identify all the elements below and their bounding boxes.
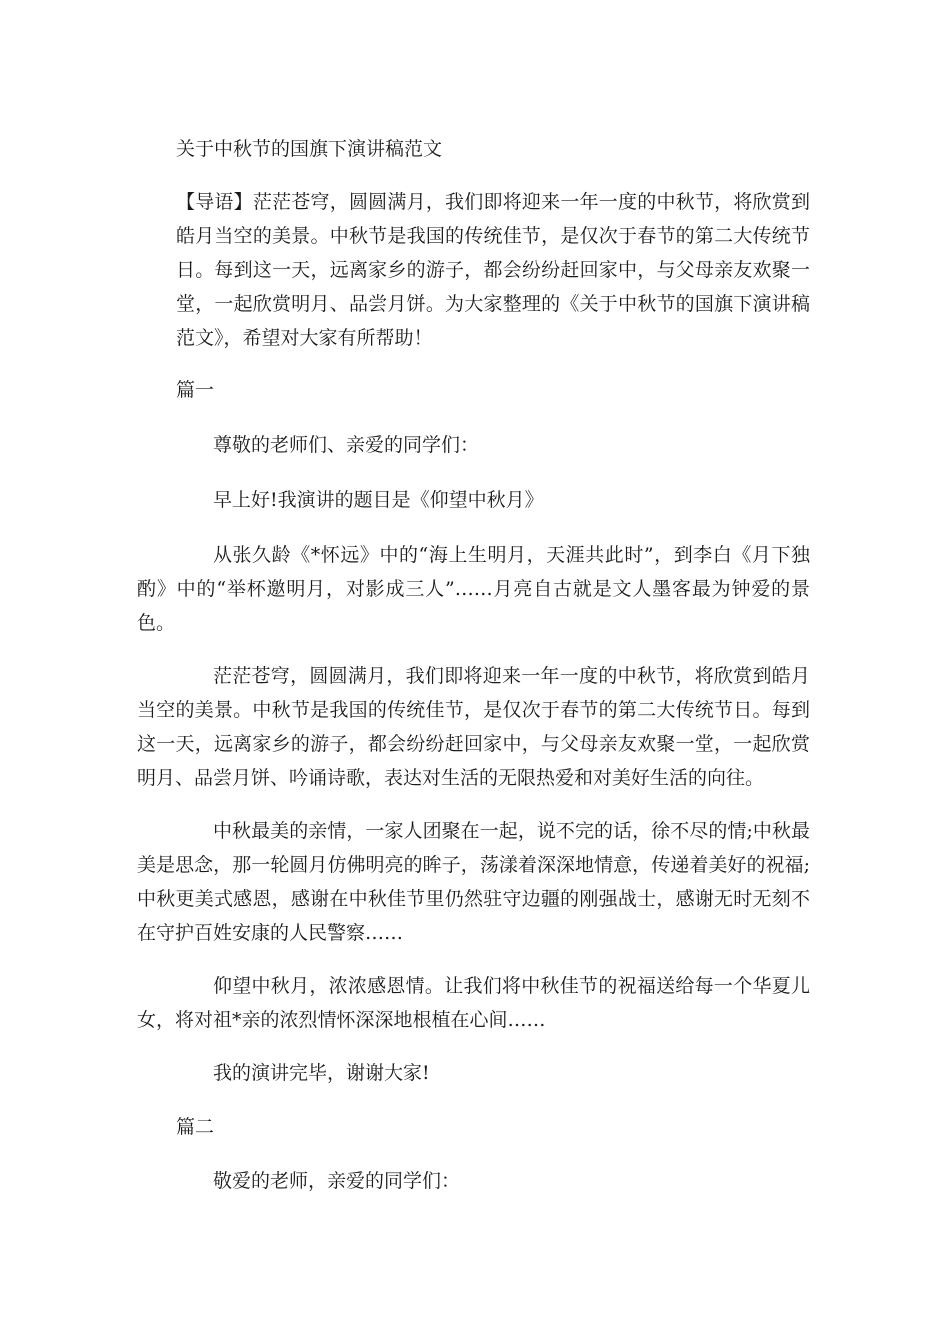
document-title: 关于中秋节的国旗下演讲稿范文 [176,138,443,160]
speech-opening-1: 早上好!我演讲的题目是《仰望中秋月》 [213,489,544,511]
speech-paragraph: 从张久龄《*怀远》中的“海上生明月，天涯共此时”，到李白《月下独酌》中的“举杯邀明月，对影成三人”……月亮自古就是文人墨客最为钟爱的景色。 [137,544,810,634]
speech-paragraph: 中秋最美的亲情，一家人团聚在一起，说不完的话，徐不尽的情;中秋最美是思念，那一轮圆月仿佛明亮的眸子，荡漾着深深地情意，传递着美好的祝福;中秋更美式感恩，感谢在中秋佳节里仍然驻守边疆的刚强战士，感谢无时无刻不在守护百姓安康的人民警察…… [137,820,810,944]
section-heading-2: 篇二 [176,1116,215,1138]
speech-paragraph: 茫茫苍穹，圆圆满月，我们即将迎来一年一度的中秋节，将欣赏到皓月当空的美景。中秋节是我国的传统佳节，是仅次于春节的第二大传统节日。每到这一天，远离家乡的游子，都会纷纷赶回家中，与父母亲友欢聚一堂，一起欣赏明月、品尝月饼、吟诵诗歌，表达对生活的无限热爱和对美好生活的向往。 [137,665,810,789]
speech-greeting-2: 敬爱的老师，亲爱的同学们： [213,1170,461,1192]
speech-greeting-1: 尊敬的老师们、亲爱的同学们： [213,434,480,456]
intro-paragraph: 【导语】茫茫苍穹，圆圆满月，我们即将迎来一年一度的中秋节，将欣赏到皓月当空的美景。中秋节是我国的传统佳节，是仅次于春节的第二大传统节日。每到这一天，远离家乡的游子，都会纷纷赶回家中，与父母亲友欢聚一堂，一起欣赏明月、品尝月饼。为大家整理的《关于中秋节的国旗下演讲稿范文》，希望对大家有所帮助！ [176,191,810,349]
section-heading-1: 篇一 [176,379,215,401]
speech-closing-1: 我的演讲完毕，谢谢大家! [213,1062,430,1084]
speech-paragraph: 仰望中秋月，浓浓感恩情。让我们将中秋佳节的祝福送给每一个华夏儿女，将对祖*亲的浓烈情怀深深地根植在心间…… [137,975,810,1031]
